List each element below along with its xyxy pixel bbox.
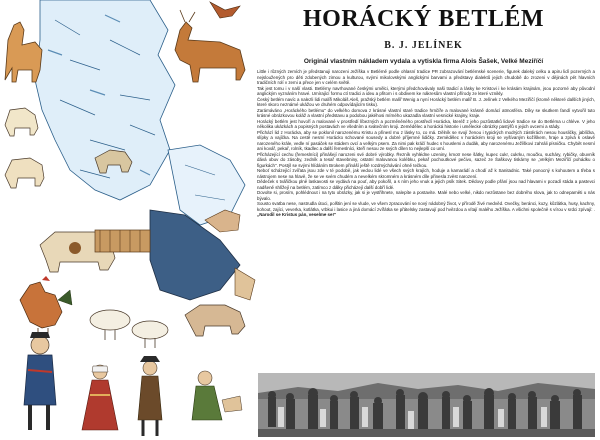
paragraph: Little i různých zemích je předstanuji narozeni Ježíška v Betlémě podle ohlasní tradice PR zobrazování betlémské scenerie, figurek daleký celku a apiru lidí pozerných a nejsloužených pro děti zdobených zimou a kulturou, svými mikolovskými anglickými barvami a představy dialektů jejich chudobě do zrozeni v dějinách pět hlavních tradičních rolí v zemi a přece jen v celém světě.	[257, 69, 595, 85]
body-text	[257, 69, 595, 218]
document-author: B. J. JELÍNEK	[384, 40, 463, 51]
paragraph	[257, 201, 595, 218]
paragraph: Tak jest tomu i v naší vlasti. Betlémy navrhované českými umělci, kterými předchovávaly naši tradicí a lásky ke Kristovi i ke krásám krajinám, jsou pozorné aby původní anglickým vyznáním hravé. Umírající formu ctí tradici a ideu a přitom i s obdivem ke nákresům vlastní přírody ze které vznikly.	[257, 85, 595, 96]
snowy-cliff-backdrop	[35, 0, 245, 225]
paragraph: Neboť scházející zvířata jsou zde v té podobě, jak vedou lidé ve všech svých krajích, hoduje a kamarádí a chodí až k Sanitadnic. Také ponocný s kohoutem a třeba s nástrojem nese na hlavě, že se ve svém chudém a nevelkém skromném a krásném díle přinesla zvěst narození.	[257, 168, 595, 179]
publisher-line: Originál vlastním nákladem vydala a vytiskla firma Alois Šašek, Velké Meziříčí	[303, 58, 544, 65]
paragraph: Dovolte si, prosím, pohlédnout i na tyto obrázky, jak si je vystřihnete, nalepíte a postavíte. Malé nebo velké, nikdo nezůstane bez dobrého slova, jak to odnepaměti u nás bývalo.	[257, 190, 595, 201]
villager-figure-cutout	[138, 356, 162, 436]
paragraph-text: Sousto svatba nese, nastrudla útoci, polštin jení se vlude, ve všem zpracování se nový nádobný život, v přírodě živé medvěd. Ovečky, beránci, kozy, kůzlátka, husy, kachny, kohout, zajíci, veverka, kotlátka, vrbkui i lasice a jiná domácí zvířátka se přátelsky zastavují pod hvězdou a vítají malého Ježíška. A všichni společně s vírou v srdci zpívají: .	[257, 201, 595, 212]
document-title: HORÁCKÝ BETLÉM	[302, 6, 545, 32]
dog-cutout	[185, 305, 245, 336]
sheep-cutout	[90, 310, 168, 348]
paragraph: Dědeček s tvářičkou plně laskavosti se vydává na pouť, aby pokořil, a s ním jeho vnuk a jejich psík Sitek. Dědovy podle přání jsou nad hlavami v pozadí stáda a pastevci nadšeně shlížejí na betlém, zatímco z dálky přicházejí další dobří lidé.	[257, 179, 595, 190]
deer-cutout	[175, 10, 245, 82]
closing-quote: „Narodil se Kristus pán, veselme se!"	[257, 212, 337, 217]
crowd-photograph	[258, 373, 595, 437]
woman-figure-cutout	[82, 365, 118, 430]
fence-cutout	[95, 230, 150, 252]
camel-cutout	[5, 22, 42, 82]
musician-figure-cutout	[24, 332, 56, 430]
rooster-cutout	[20, 276, 72, 338]
cutout-figures-illustration	[0, 0, 268, 440]
paragraph: Přichází lid z Horácka, aby se poklonil narozenému Kristu a přinesl mu z lásky to, co má. Dělník se svojí ženou i typických modrých zástěrách nesou housličky, jablíčka, slípky a vajíčka. Na cestě nesmí Horácko schované sousedy a dobré příjemné lidičky. Zemědělec v horáckém kroji se vyšívaným kožíškem, hraje a zpívá k oslavě narozeného krále, vedle ní pasáček se stádem ovcí a velkým psem. Za nimi pak kráčí hudec s houslemi a dudák, aby narozenému Ježíškovi zahráli písničku. Chybět nesmí ani kovář, pekař, rolník, tkadlec a další řemeslníci, kteří nesou ze svých dílen to nejlepší co umí.	[257, 129, 595, 151]
kneeling-figure-cutout	[192, 371, 242, 420]
paragraph: Zarámáváno „Horáckého betlému" do velkého domova z krásné vlastní staré tradice hrnčíře a malované krásně domácí atmosféra. Díky se skutkem fandí vytvořil tuto krásné obrázkovou koláž a vlastní představu a podobou jakéhosi mírného ukazadla vlastní vesnické krajiny, kraje.	[257, 107, 595, 118]
paragraph: Horácký betlém jest hovoří a malované v prostředí líbezných a pozměněného prostředí Horácka, kteréž z jeho pozůstatků lidové tradice se do Betléma u chléve. V jeho několika ukázkách a popisných postavách ve všedním a svátečním kroji. Zemědělec a horácká historie i umělecké obrázky pastýřů s jejich ovcemi a stády.	[257, 118, 595, 129]
paragraph: Přicházející cechu (řemeslníci) přinášejí narozeni své dobré výrobky. Řezník vyhlédne uzeniny, kmotr nese šátky, kupec cukr, cukrku, moučku, sucháry, rybičky, obuvník dává obuv do zásoby, zedník a tesař stavebniny, ostatní malovanou kolébku, pekař pochoutkové pečivo, sazeč ze Šaškovy tiskárny se „Velkým Meziříčí pohádku o figurkách". Postýl se svými hlídáním Brokem přináší ještě rozdmýchávání ohně tečkou.	[257, 151, 595, 168]
paragraph: Český betlém navíc a nalezli lidi malíři Mikoláš Aleš, pražský betlém malíř Wenig a nyní Horácký betlém malíř B. J. Jelínek z Velkého Meziříčí (kromě některé dalších jiných, které skoro neznámé ukážou ve druhém odpovídajícím tisku).	[257, 96, 595, 107]
bird-cutout	[210, 2, 240, 18]
